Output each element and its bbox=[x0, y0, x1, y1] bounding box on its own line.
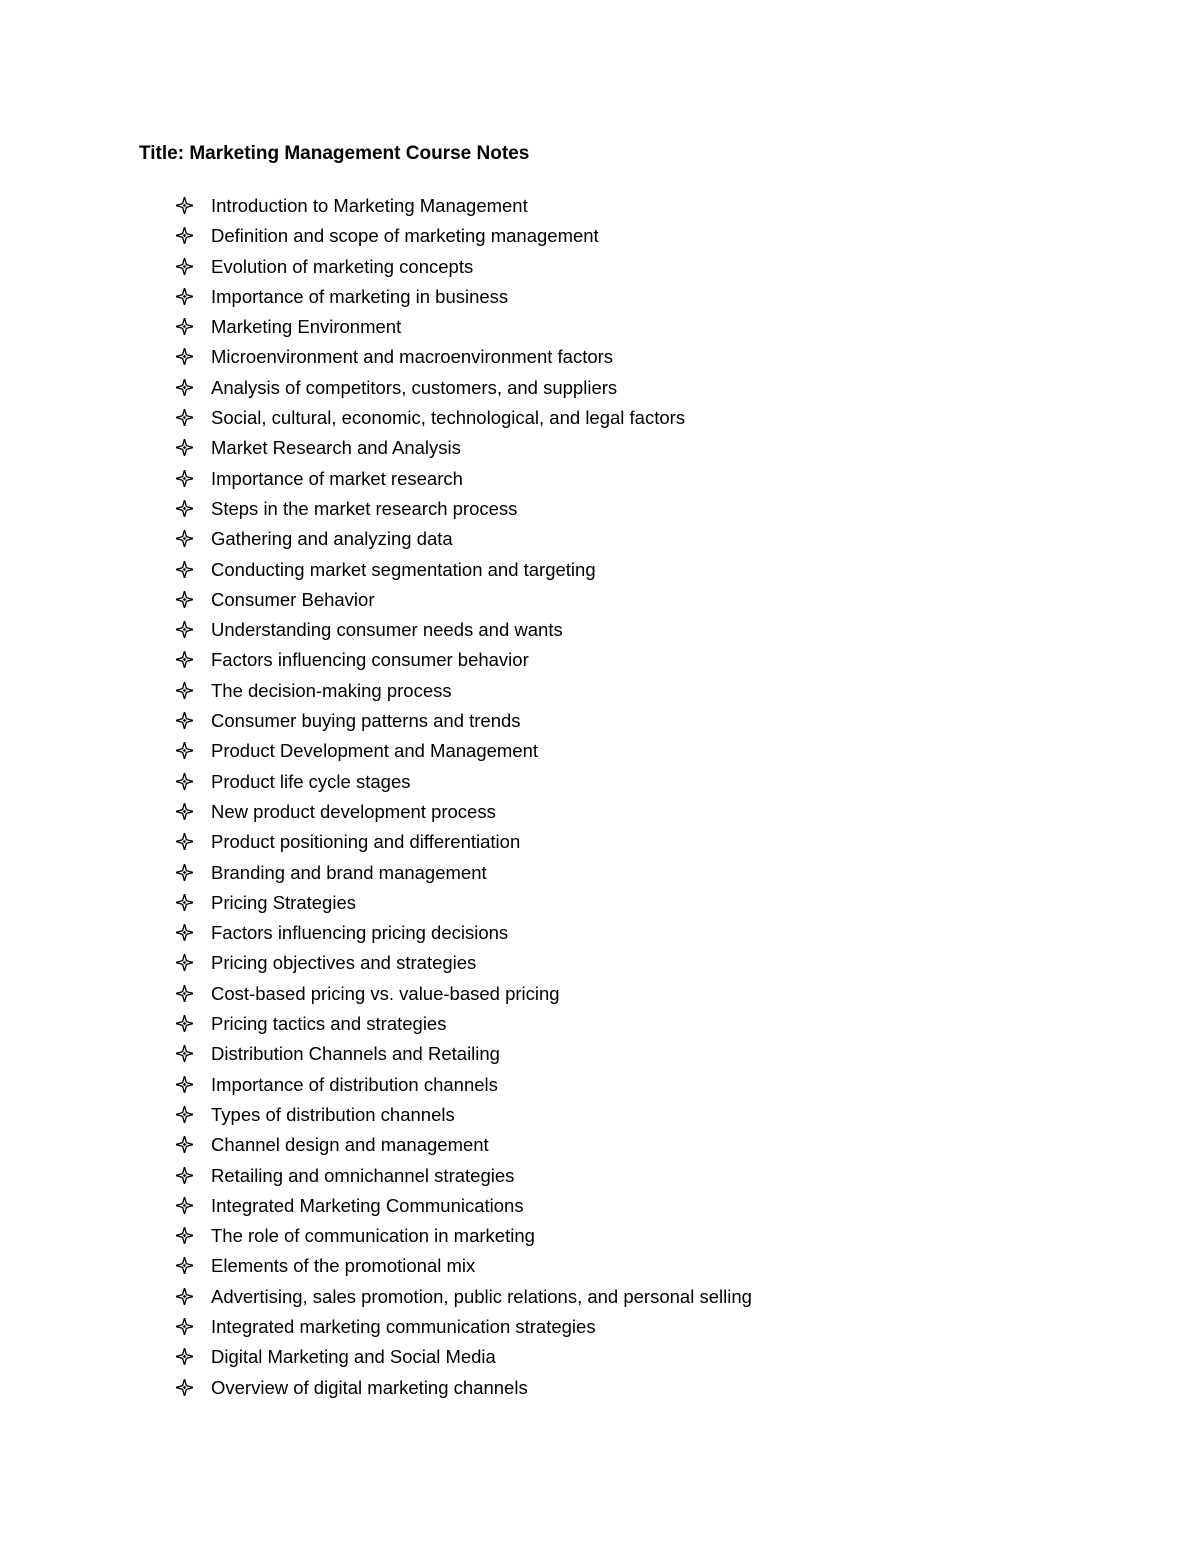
document-title: Title: Marketing Management Course Notes bbox=[139, 143, 530, 164]
star-bullet-icon bbox=[176, 288, 193, 305]
star-bullet-icon bbox=[176, 651, 193, 668]
list-item-text: Understanding consumer needs and wants bbox=[211, 619, 563, 641]
list-item-text: Consumer buying patterns and trends bbox=[211, 710, 521, 732]
star-bullet-icon bbox=[176, 894, 193, 911]
list-item-text: Gathering and analyzing data bbox=[211, 528, 453, 550]
list-item-text: Distribution Channels and Retailing bbox=[211, 1043, 500, 1065]
star-bullet-icon bbox=[176, 803, 193, 820]
list-item-text: Overview of digital marketing channels bbox=[211, 1376, 528, 1398]
star-bullet-icon bbox=[176, 470, 193, 487]
star-bullet-icon bbox=[176, 500, 193, 517]
star-bullet-icon bbox=[176, 197, 193, 214]
list-item-text: Integrated marketing communication strategies bbox=[211, 1315, 596, 1337]
list-item-text: Cost-based pricing vs. value-based pricing bbox=[211, 982, 560, 1004]
star-bullet-icon bbox=[176, 1288, 193, 1305]
list-item-text: New product development process bbox=[211, 800, 496, 822]
star-bullet-icon bbox=[176, 318, 193, 335]
star-bullet-icon bbox=[176, 1348, 193, 1365]
list-item-text: Definition and scope of marketing management bbox=[211, 225, 599, 247]
star-bullet-icon bbox=[176, 591, 193, 608]
star-bullet-icon bbox=[176, 439, 193, 456]
star-bullet-icon bbox=[176, 379, 193, 396]
star-bullet-icon bbox=[176, 1136, 193, 1153]
star-bullet-icon bbox=[176, 530, 193, 547]
star-bullet-icon bbox=[176, 409, 193, 426]
list-item-text: Marketing Environment bbox=[211, 316, 402, 338]
list-item-text: Evolution of marketing concepts bbox=[211, 255, 474, 277]
star-bullet-icon bbox=[176, 1015, 193, 1032]
list-item-text: The decision-making process bbox=[211, 679, 452, 701]
list-item-text: Consumer Behavior bbox=[211, 588, 375, 610]
list-item-text: Microenvironment and macroenvironment factors bbox=[211, 346, 614, 368]
list-item-text: Product life cycle stages bbox=[211, 770, 411, 792]
list-item-text: Importance of market research bbox=[211, 467, 463, 489]
list-item-text: Importance of distribution channels bbox=[211, 1073, 498, 1095]
list-item-text: Social, cultural, economic, technological, and legal factors bbox=[211, 407, 686, 429]
list-item-text: Market Research and Analysis bbox=[211, 437, 461, 459]
list-item-text: Analysis of competitors, customers, and suppliers bbox=[211, 376, 618, 398]
list-item-text: Introduction to Marketing Management bbox=[211, 195, 528, 216]
list-item-text: The role of communication in marketing bbox=[211, 1225, 535, 1247]
star-bullet-icon bbox=[176, 227, 193, 244]
list-item-text: Elements of the promotional mix bbox=[211, 1255, 476, 1277]
star-bullet-icon bbox=[176, 1257, 193, 1274]
list-item-text: Factors influencing consumer behavior bbox=[211, 649, 529, 671]
star-bullet-icon bbox=[176, 833, 193, 850]
star-bullet-icon bbox=[176, 1076, 193, 1093]
list-item-text: Pricing objectives and strategies bbox=[211, 952, 477, 974]
star-bullet-icon bbox=[176, 682, 193, 699]
list-item-text: Importance of marketing in business bbox=[211, 285, 509, 307]
star-bullet-icon bbox=[176, 1197, 193, 1214]
list-item-text: Types of distribution channels bbox=[211, 1103, 455, 1125]
list-item-text: Product positioning and differentiation bbox=[211, 831, 521, 853]
list-item-text: Branding and brand management bbox=[211, 861, 487, 883]
star-bullet-icon bbox=[176, 1227, 193, 1244]
star-bullet-icon bbox=[176, 348, 193, 365]
star-bullet-icon bbox=[176, 864, 193, 881]
star-bullet-icon bbox=[176, 954, 193, 971]
list-item-text: Advertising, sales promotion, public relations, and personal selling bbox=[211, 1285, 752, 1307]
list-item-text: Retailing and omnichannel strategies bbox=[211, 1164, 515, 1186]
star-bullet-icon bbox=[176, 985, 193, 1002]
list-item-text: Product Development and Management bbox=[211, 740, 539, 762]
list-item-text: Conducting market segmentation and targeting bbox=[211, 558, 596, 580]
list-item-text: Steps in the market research process bbox=[211, 497, 518, 519]
star-bullet-icon bbox=[176, 1167, 193, 1184]
star-bullet-icon bbox=[176, 1318, 193, 1335]
star-bullet-icon bbox=[176, 742, 193, 759]
star-bullet-icon bbox=[176, 1379, 193, 1396]
star-bullet-icon bbox=[176, 621, 193, 638]
star-bullet-icon bbox=[176, 561, 193, 578]
list-item-text: Factors influencing pricing decisions bbox=[211, 922, 509, 944]
list-item-text: Integrated Marketing Communications bbox=[211, 1194, 524, 1216]
star-bullet-icon bbox=[176, 258, 193, 275]
star-bullet-icon bbox=[176, 1106, 193, 1123]
list-item-text: Pricing tactics and strategies bbox=[211, 1013, 447, 1035]
list-item-text: Channel design and management bbox=[211, 1134, 489, 1156]
list-item-text: Digital Marketing and Social Media bbox=[211, 1346, 496, 1368]
list-item-text: Pricing Strategies bbox=[211, 891, 356, 913]
star-bullet-icon bbox=[176, 712, 193, 729]
star-bullet-icon bbox=[176, 924, 193, 941]
star-bullet-icon bbox=[176, 1045, 193, 1062]
star-bullet-icon bbox=[176, 773, 193, 790]
